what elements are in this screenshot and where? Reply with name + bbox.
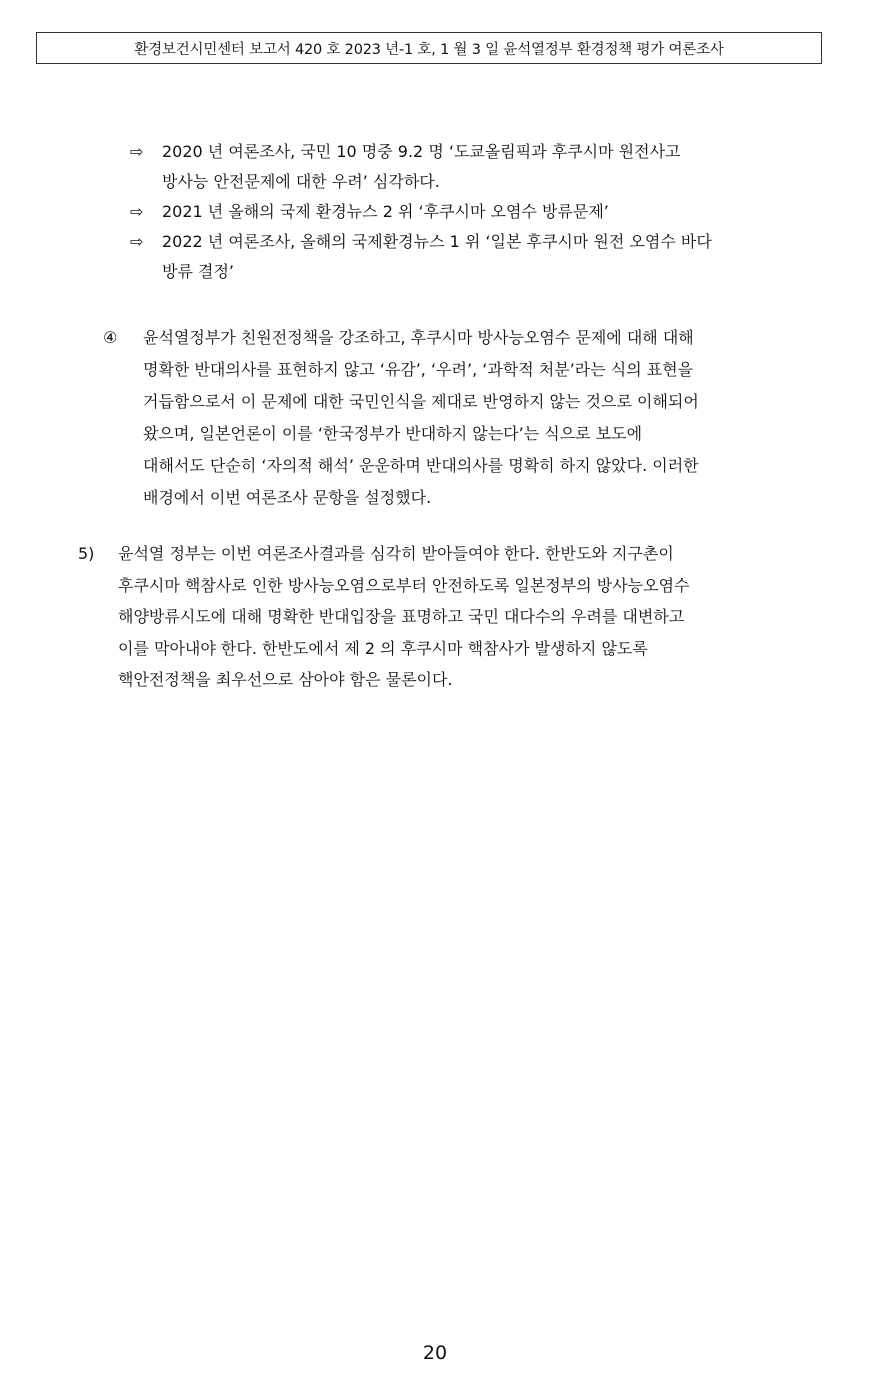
page-number: 20: [422, 1342, 448, 1364]
bullet-text: 2022 년 여론조사, 올해의 국제환경뉴스 1 위 ‘일본 후쿠시마 원전 오염수 바다 방류 결정’: [162, 232, 712, 281]
arrow-bullet-item: [130, 227, 820, 287]
item-number-marker: 5): [78, 544, 95, 563]
circled-number-marker: ④: [103, 328, 118, 347]
bullet-text: 2020 년 여론조사, 국민 10 명중 9.2 명 ‘도쿄올림픽과 후쿠시마 원전사고 방사능 안전문제에 대한 우려’ 심각하다.: [162, 142, 681, 191]
arrow-right-icon: ⇨: [130, 232, 144, 251]
numbered-item-5: [78, 538, 828, 696]
arrow-bullet-item: [130, 137, 820, 197]
circled-item-text: 윤석열정부가 친원전정책을 강조하고, 후쿠시마 방사능오염수 문제에 대해 대해 명확한 반대의사를 표현하지 않고 ‘유감’, ‘우려’, ‘과학적 처분’라는 식의 표현을 거듭함으로서 이 문제에 대한 국민인식을 제대로 반영하지 않는 것으로 이해되어 왔으며, 일본언론이 이를 ‘한국정부가 반대하지 않는다’는 식으로 보도에 대해서도 단순히 ‘자의적 해석’ 운운하며 반대의사를 명확히 하지 않았다. 이러한 배경에서 이번 여론조사 문항을 설정했다.: [143, 328, 699, 507]
numbered-item-text: 윤석열 정부는 이번 여론조사결과를 심각히 받아들여야 한다. 한반도와 지구촌이 후쿠시마 핵참사로 인한 방사능오염으로부터 안전하도록 일본정부의 방사능오염수 해양방류시도에 대해 명확한 반대입장을 표명하고 국민 대다수의 우려를 대변하고 이를 막아내야 한다. 한반도에서 제 2 의 후쿠시마 핵참사가 발생하지 않도록 핵안전정책을 최우선으로 삼아야 함은 물론이다.: [118, 544, 690, 689]
arrow-bullet-list: [130, 137, 820, 287]
bullet-text: 2021 년 올해의 국제 환경뉴스 2 위 ‘후쿠시마 오염수 방류문제’: [162, 202, 609, 221]
circled-item-4: [103, 322, 823, 514]
arrow-right-icon: ⇨: [130, 142, 144, 161]
report-header: [36, 32, 822, 64]
arrow-bullet-item: [130, 197, 820, 227]
report-header-text: 환경보건시민센터 보고서 420 호 2023 년-1 호, 1 월 3 일 윤석열정부 환경정책 평가 여론조사: [134, 41, 724, 58]
arrow-right-icon: ⇨: [130, 202, 144, 221]
